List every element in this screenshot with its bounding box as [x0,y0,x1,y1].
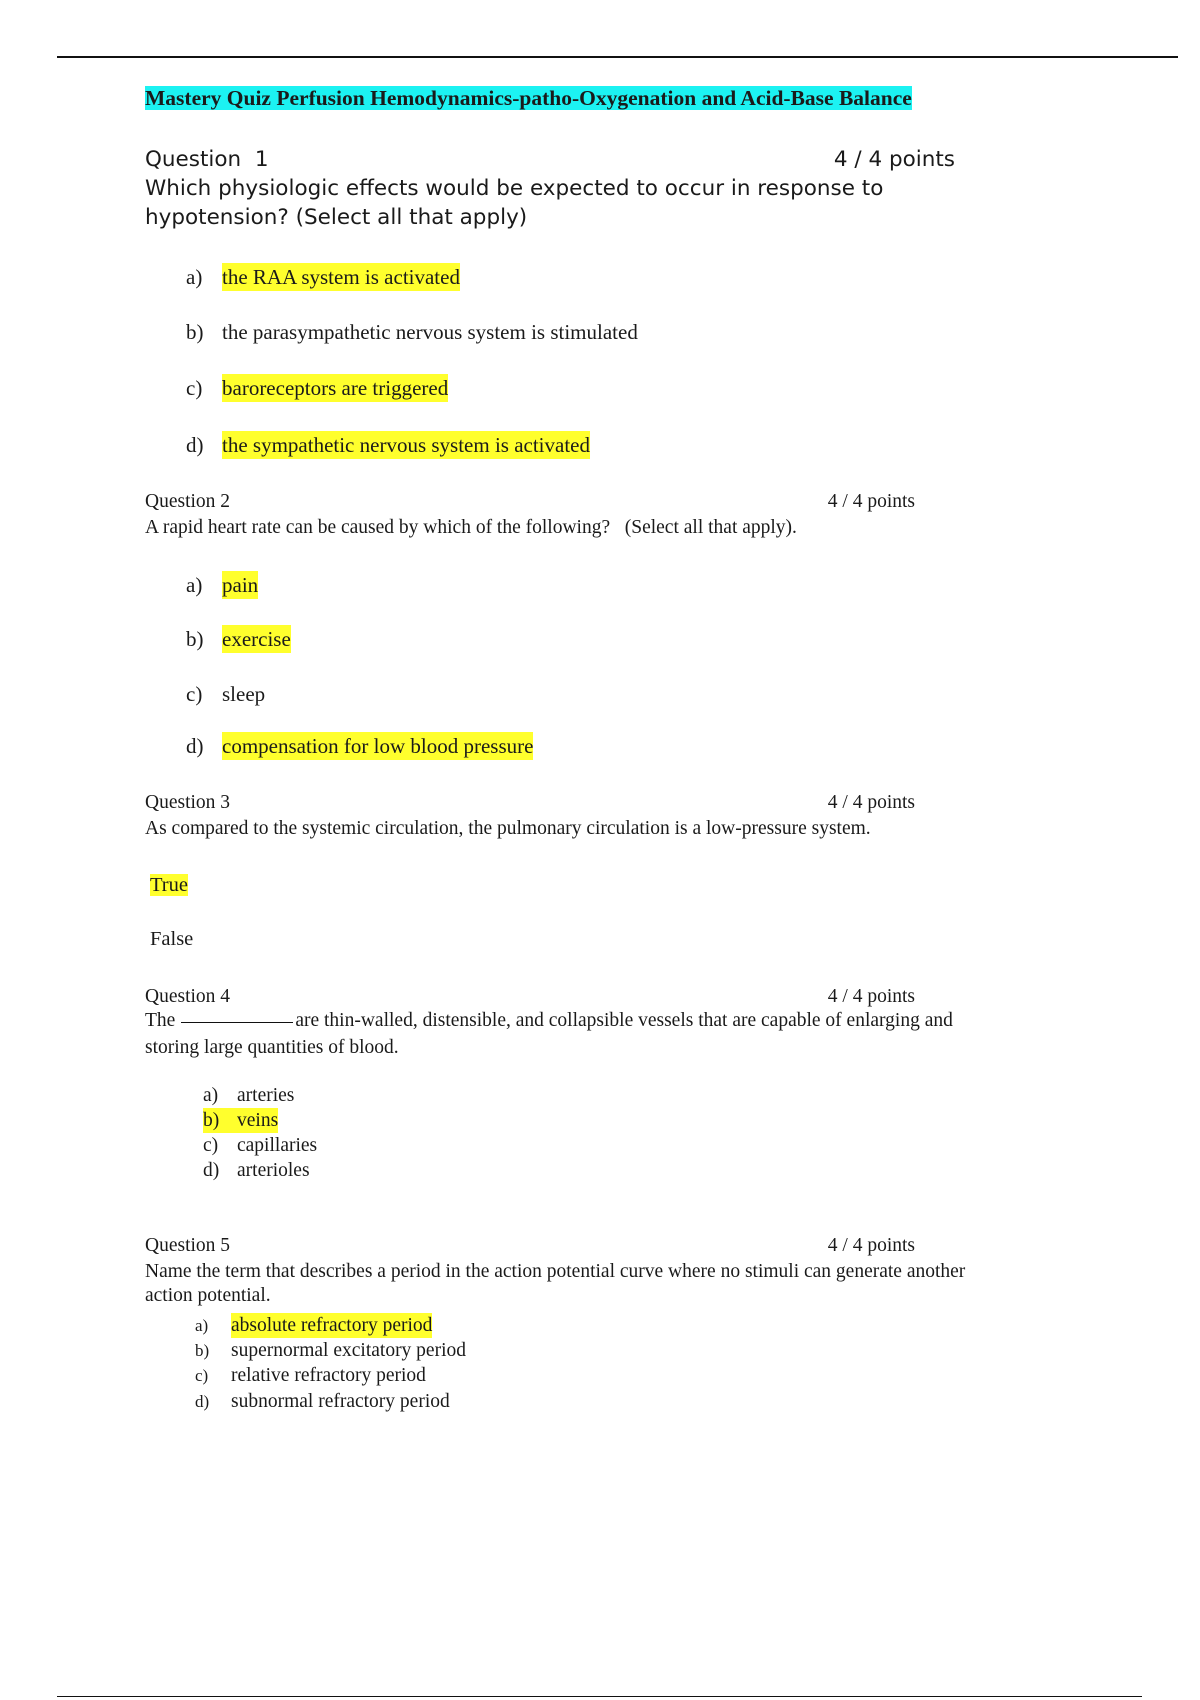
option-letter: a) [186,265,203,289]
q5-option-c[interactable] [195,1363,426,1388]
q1-option-a[interactable] [186,263,460,291]
option-text: the sympathetic nervous system is activated [222,433,590,457]
option-text: supernormal excitatory period [231,1340,466,1361]
option-letter: d) [195,1392,210,1411]
q4-option-d[interactable] [203,1158,310,1183]
q1-option-d[interactable] [186,431,590,459]
option-text: arteries [237,1085,295,1106]
question-4-points: 4 / 4 points [827,986,915,1007]
question-2-label: Question 2 [145,491,231,512]
q3-option-true[interactable] [150,871,188,899]
option-text: the parasympathetic nervous system is stimulated [222,320,638,344]
q2-option-b[interactable] [186,625,291,653]
option-text: exercise [222,627,291,651]
question-2-text: A rapid heart rate can be caused by which of the following? (Select all that apply). [145,517,797,538]
option-text: sleep [222,682,266,706]
q3-option-false[interactable] [150,925,193,953]
question-4-text-prefix: The [145,1010,176,1031]
option-letter: a) [195,1316,209,1335]
question-1-text-line2: hypotension? (Select all that apply) [145,205,528,230]
option-letter: b) [203,1110,220,1131]
question-3-points: 4 / 4 points [827,792,915,813]
option-letter: c) [203,1135,219,1156]
page-title [145,84,912,112]
option-text: absolute refractory period [231,1315,433,1336]
q5-option-b[interactable] [195,1338,466,1363]
option-letter: a) [186,573,203,597]
option-letter: d) [186,433,204,457]
question-4-header [145,984,915,1010]
q4-option-c[interactable] [203,1133,317,1158]
option-text: veins [221,1108,278,1133]
option-letter: b) [186,627,204,651]
question-3-header [145,790,915,816]
option-text: True [150,874,188,896]
option-letter: c) [186,682,203,706]
question-2-header [145,489,915,515]
question-1-label: Question 1 [145,147,269,172]
option-text: baroreceptors are triggered [222,376,449,400]
q2-option-c[interactable] [186,680,265,708]
question-2-points: 4 / 4 points [827,491,915,512]
question-4-text-line1 [145,1008,1085,1034]
question-4-label: Question 4 [145,986,231,1007]
q1-option-c[interactable] [186,374,448,402]
question-4-text-line2: storing large quantities of blood. [145,1037,399,1058]
top-rule [57,56,1178,58]
option-text: compensation for low blood pressure [222,734,534,758]
question-1-points: 4 / 4 points [833,147,955,172]
question-1 [145,145,975,232]
option-letter: a) [203,1085,219,1106]
option-letter: d) [203,1160,220,1181]
option-text: the RAA system is activated [222,265,460,289]
question-5-points: 4 / 4 points [827,1235,915,1256]
q2-option-d[interactable] [186,732,533,760]
option-text: subnormal refractory period [231,1391,450,1412]
q4-option-a[interactable] [203,1083,294,1108]
option-text: arterioles [237,1160,310,1181]
option-text: relative refractory period [231,1365,426,1386]
option-letter: c) [186,376,203,400]
question-5-text-line2: action potential. [145,1285,271,1306]
option-letter: b) [195,1341,210,1360]
question-5-label: Question 5 [145,1235,231,1256]
q5-option-d[interactable] [195,1389,450,1414]
option-text: capillaries [237,1135,318,1156]
option-text: False [150,928,194,950]
question-5-text-line1: Name the term that describes a period in the action potential curve where no stimuli can generate another [145,1261,966,1282]
q4-option-b[interactable] [203,1108,278,1133]
bottom-rule [57,1696,1142,1697]
question-3-text: As compared to the systemic circulation, the pulmonary circulation is a low-pressure system. [145,818,871,839]
question-3-label: Question 3 [145,792,231,813]
question-1-text-line1: Which physiologic effects would be expected to occur in response to [145,176,884,201]
title-text: Mastery Quiz Perfusion Hemodynamics-patho-Oxygenation and Acid-Base Balance [145,86,912,110]
q1-option-b[interactable] [186,318,638,346]
option-text: pain [222,573,259,597]
option-letter: d) [186,734,204,758]
q2-option-a[interactable] [186,571,258,599]
q5-option-a[interactable] [195,1313,432,1338]
question-4-text-rest: are thin-walled, distensible, and collapsible vessels that are capable of enlarging and [295,1010,953,1031]
question-5-header [145,1233,915,1259]
option-letter: b) [186,320,204,344]
fill-in-blank [181,1022,293,1023]
option-letter: c) [195,1366,209,1385]
